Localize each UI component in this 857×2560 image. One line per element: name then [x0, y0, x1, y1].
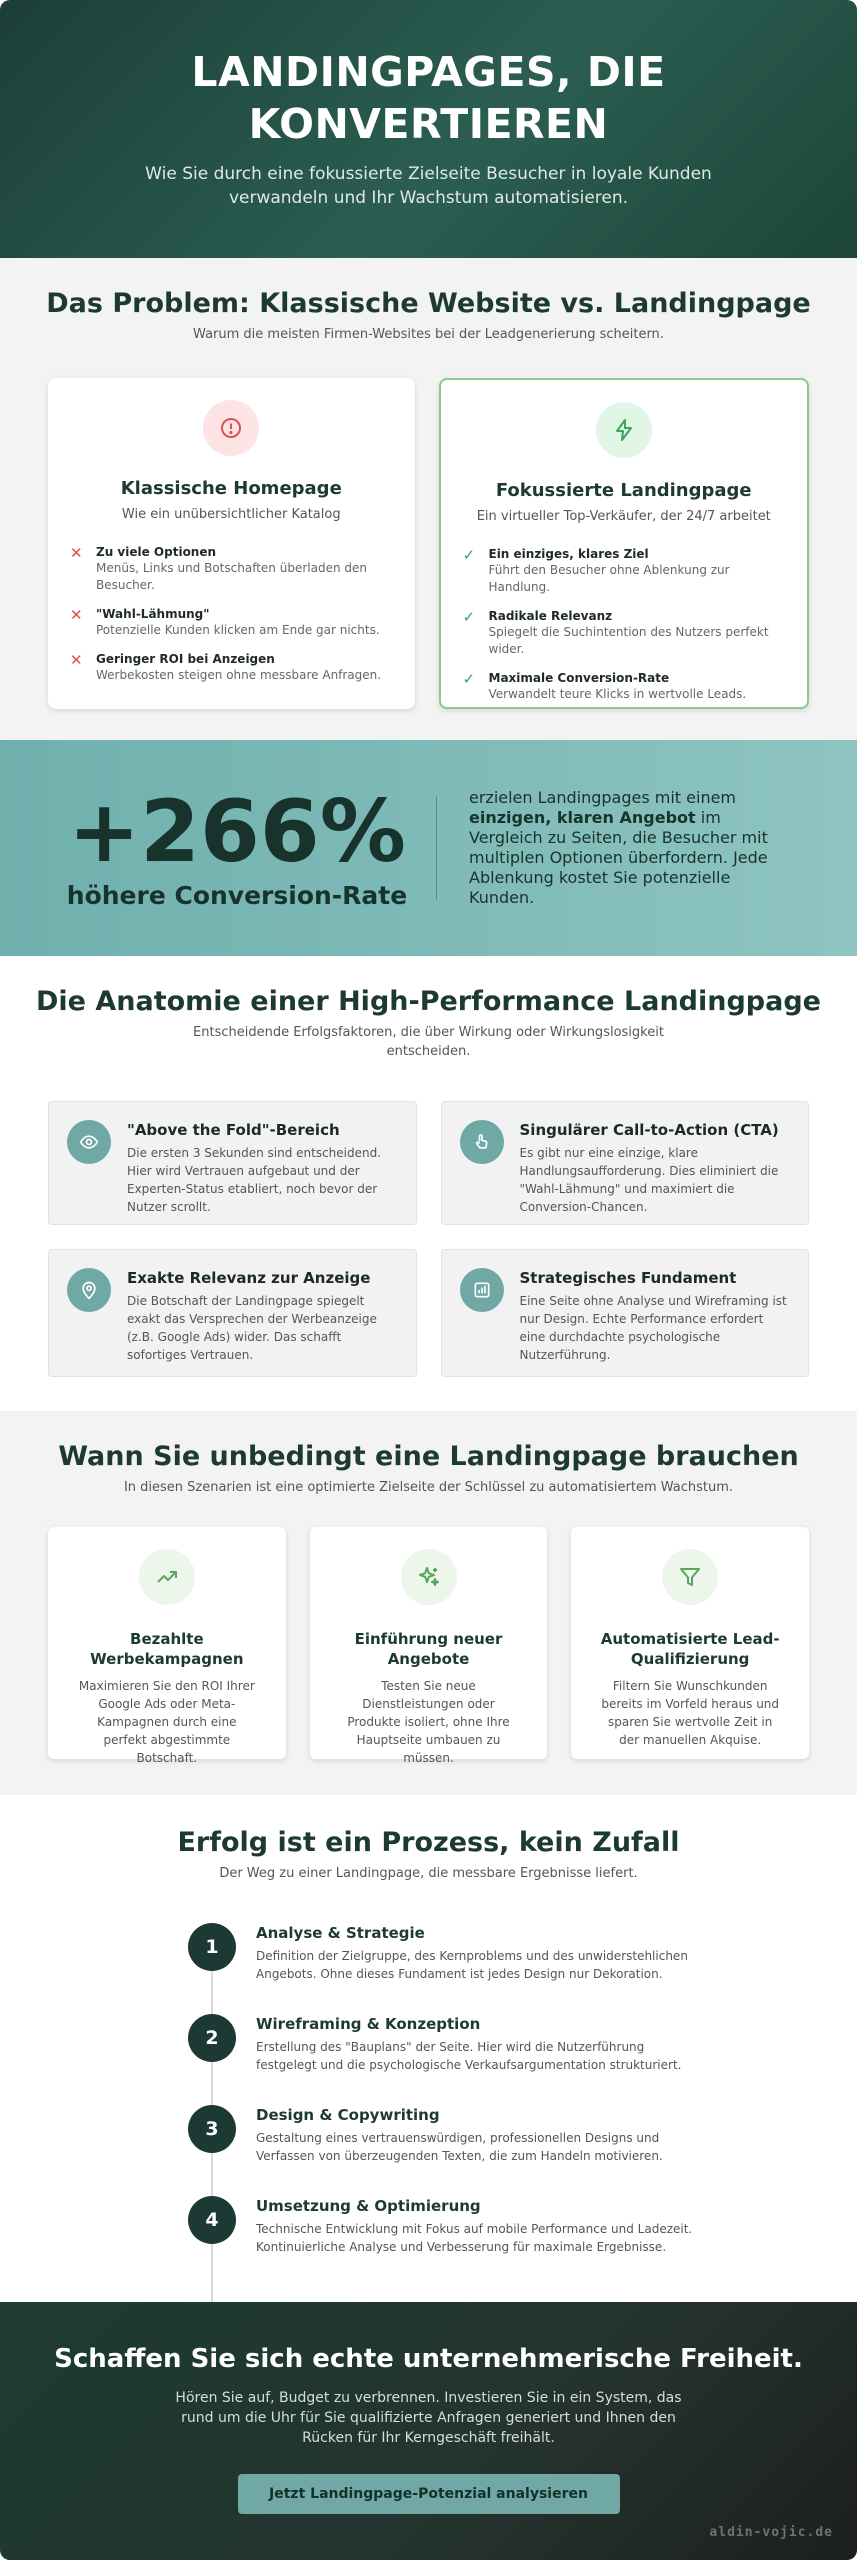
classic-list [70, 544, 393, 684]
anatomy-card [441, 1249, 810, 1377]
problem-subtitle: Warum die meisten Firmen-Websites bei der Leadgenerierung scheitern. [193, 327, 664, 342]
step-desc: Gestaltung eines vertrauenswürdigen, professionellen Designs und Verfassen von überzeugenden Texten, die zum Handeln motivieren. [256, 2131, 663, 2163]
check-icon: ✓ [462, 546, 476, 564]
step-title: Design & Copywriting [256, 2106, 440, 2124]
trend-up-icon [139, 1549, 195, 1605]
step-number: 1 [188, 1923, 236, 1971]
item-desc: Führt den Besucher ohne Ablenkung zur Handlung. [488, 563, 730, 594]
list-item [463, 608, 786, 658]
item-desc: Spiegelt die Suchintention des Nutzers perfekt wider. [488, 625, 769, 656]
when-card-title: Bezahlte Werbekampagnen [90, 1630, 244, 1668]
anatomy-card-title: Exakte Relevanz zur Anzeige [127, 1269, 371, 1287]
funnel-icon [662, 1549, 718, 1605]
anatomy-card-desc: Die Botschaft der Landingpage spiegelt exakt das Versprechen der Werbeanzeige (z.B. Google Ads) wider. Das schafft sofortiges Vertrauen. [127, 1294, 377, 1362]
hero-subtitle-line1: Wie Sie durch eine fokussierte Zielseite Besucher in loyale Kunden [145, 164, 712, 184]
list-item [70, 651, 393, 684]
stat-text-before: erzielen Landingpages mit einem [469, 788, 737, 807]
cross-icon: ✕ [70, 651, 83, 669]
step-number: 4 [188, 2196, 236, 2244]
hero-title [0, 46, 857, 150]
landing-card-tagline: Ein virtueller Top-Verkäufer, der 24/7 arbeitet [476, 509, 771, 524]
analyze-potential-button[interactable]: Jetzt Landingpage-Potenzial analysieren [238, 2474, 620, 2514]
list-item [463, 546, 786, 596]
anatomy-card-title: "Above the Fold"-Bereich [127, 1121, 340, 1139]
step-title: Wireframing & Konzeption [256, 2015, 481, 2033]
item-desc: Verwandelt teure Klicks in wertvolle Leads. [488, 687, 747, 701]
step-number: 2 [188, 2014, 236, 2062]
classic-card-title: Klassische Homepage [120, 478, 342, 499]
anatomy-card-desc: Eine Seite ohne Analyse und Wireframing ist nur Design. Echte Performance erfordert eine durchdachte psychologische Nutzerführung. [519, 1294, 787, 1362]
stat-label: höhere Conversion-Rate [66, 880, 408, 910]
when-cards [48, 1527, 809, 1765]
stat-number: +266% [68, 781, 406, 882]
stat-section [0, 740, 857, 956]
when-card-title: Einführung neuer Angebote [354, 1630, 503, 1668]
item-title: Ein einziges, klares Ziel [488, 547, 649, 561]
check-icon: ✓ [462, 608, 476, 626]
when-subtitle: In diesen Szenarien ist eine optimierte Zielseite der Schlüssel zu automatisiertem Wachstum. [123, 1480, 734, 1495]
step-desc: Erstellung des "Bauplans" der Seite. Hier wird die Nutzerführung festgelegt und die psychologische Verkaufsargumentation strukturiert. [256, 2040, 682, 2072]
process-subtitle: Der Weg zu einer Landingpage, die messbare Ergebnisse liefert. [219, 1866, 638, 1881]
classic-card-tagline: Wie ein unübersichtlicher Katalog [121, 507, 341, 522]
stat-divider [436, 796, 437, 900]
process-step [188, 2014, 708, 2105]
classic-homepage-card [48, 378, 415, 709]
process-step [188, 1923, 708, 2014]
item-desc: Menüs, Links und Botschaften überladen den Besucher. [96, 561, 367, 592]
step-desc: Definition der Zielgruppe, des Kernproblems und des unwiderstehlichen Angebots. Ohne dieses Fundament ist jedes Design nur Dekoration. [256, 1949, 688, 1981]
cta-section [0, 2302, 857, 2560]
cross-icon: ✕ [70, 606, 83, 624]
hero-subtitle-line2: verwandeln und Ihr Wachstum automatisieren. [228, 188, 629, 208]
anatomy-card [441, 1101, 810, 1225]
when-card-desc: Testen Sie neue Dienstleistungen oder Produkte isoliert, ohne Ihre Hauptseite umbauen zu müssen. [347, 1679, 510, 1765]
item-title: "Wahl-Lähmung" [96, 607, 210, 621]
landing-list [463, 546, 786, 703]
stat-highlight [58, 781, 416, 910]
anatomy-subtitle [0, 1023, 857, 1061]
anatomy-card-title: Strategisches Fundament [519, 1269, 737, 1287]
process-title: Erfolg ist ein Prozess, kein Zufall [177, 1827, 680, 1858]
anatomy-subtitle-line1: Entscheidende Erfolgsfaktoren, die über Wirkung oder Wirkungslosigkeit [193, 1025, 664, 1040]
when-title: Wann Sie unbedingt eine Landingpage brauchen [58, 1441, 799, 1472]
item-title: Geringer ROI bei Anzeigen [96, 652, 275, 666]
when-card-desc: Maximieren Sie den ROI Ihrer Google Ads oder Meta-Kampagnen durch eine perfekt abgestimmte Botschaft. [78, 1679, 255, 1765]
cta-title: Schaffen Sie sich echte unternehmerische Freiheit. [54, 2344, 803, 2374]
sparkles-icon [401, 1549, 457, 1605]
alert-icon [203, 400, 259, 456]
cross-icon: ✕ [70, 544, 83, 562]
landing-card-title: Fokussierte Landingpage [495, 480, 752, 501]
problem-title: Das Problem: Klassische Website vs. Landingpage [46, 288, 811, 319]
anatomy-card-desc: Die ersten 3 Sekunden sind entscheidend. Hier wird Vertrauen aufgebaut und der Experten-Status etabliert, noch bevor der Nutzer scrollt. [127, 1146, 382, 1214]
problem-section [0, 258, 857, 740]
when-card [48, 1527, 286, 1765]
item-desc: Werbekosten steigen ohne messbare Anfragen. [96, 668, 382, 682]
stat-text-after: im Vergleich zu Seiten, die Besucher mit multiplen Optionen überfordern. Jede Ablenkung kostet Sie potenzielle Kunden. [469, 808, 768, 907]
item-title: Maximale Conversion-Rate [488, 671, 670, 685]
hero-title-line2: KONVERTIEREN [248, 100, 609, 148]
stat-description [469, 788, 799, 908]
anatomy-card [48, 1249, 417, 1377]
step-desc: Technische Entwicklung mit Fokus auf mobile Performance und Ladezeit. Kontinuierliche Analyse und Verbesserung für maximale Ergebnisse. [256, 2222, 693, 2254]
hero-title-line1: LANDINGPAGES, DIE [191, 48, 666, 96]
anatomy-section [0, 956, 857, 1411]
brand-watermark: aldin-vojic.de [709, 2525, 833, 2540]
item-desc: Potenzielle Kunden klicken am Ende gar nichts. [96, 623, 380, 637]
step-title: Umsetzung & Optimierung [256, 2197, 481, 2215]
comparison-cards [48, 378, 809, 709]
list-item [70, 544, 393, 594]
focused-landingpage-card [439, 378, 810, 709]
anatomy-card-desc: Es gibt nur eine einzige, klare Handlungsaufforderung. Dies eliminiert die "Wahl-Lähmung" und maximiert die Conversion-Chancen. [519, 1146, 779, 1214]
bar-chart-icon [460, 1268, 504, 1312]
step-title: Analyse & Strategie [256, 1924, 425, 1942]
item-title: Zu viele Optionen [96, 545, 217, 559]
process-step [188, 2105, 708, 2196]
stat-text-bold: einzigen, klaren Angebot [469, 808, 696, 827]
cta-text: Hören Sie auf, Budget zu verbrennen. Investieren Sie in ein System, das rund um die Uhr für Sie qualifizierte Anfragen generiert und Ihnen den Rücken für Ihr Kerngeschäft freihält. [175, 2390, 682, 2446]
process-steps [188, 1923, 708, 2287]
anatomy-subtitle-line2: entscheiden. [386, 1044, 471, 1059]
lightning-icon [596, 402, 652, 458]
list-item [70, 606, 393, 639]
hero-section [0, 0, 857, 258]
process-section [0, 1795, 857, 2302]
when-card-title: Automatisierte Lead-Qualifizierung [600, 1630, 780, 1668]
when-card [310, 1527, 548, 1765]
when-section [0, 1411, 857, 1795]
anatomy-card-title: Singulärer Call-to-Action (CTA) [519, 1121, 779, 1139]
check-icon: ✓ [462, 670, 476, 688]
anatomy-card [48, 1101, 417, 1225]
eye-icon [67, 1120, 111, 1164]
when-card [571, 1527, 809, 1759]
list-item [463, 670, 786, 703]
pointer-icon [460, 1120, 504, 1164]
anatomy-title: Die Anatomie einer High-Performance Landingpage [36, 986, 821, 1017]
anatomy-grid [48, 1101, 809, 1377]
hero-subtitle [0, 162, 857, 210]
item-title: Radikale Relevanz [488, 609, 613, 623]
step-number: 3 [188, 2105, 236, 2153]
when-card-desc: Filtern Sie Wunschkunden bereits im Vorfeld heraus und sparen Sie wertvolle Zeit in der manuellen Akquise. [601, 1679, 780, 1747]
process-step [188, 2196, 708, 2287]
location-pin-icon [67, 1268, 111, 1312]
